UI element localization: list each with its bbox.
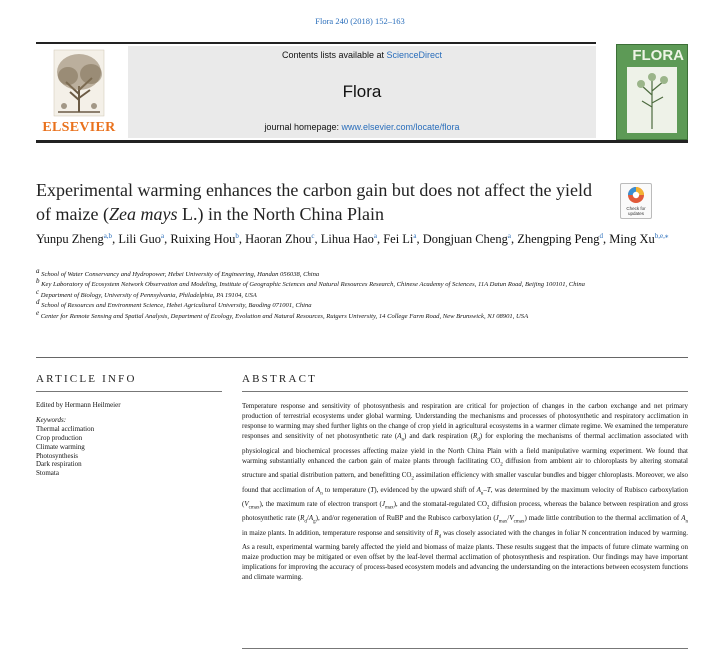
journal-cover-image[interactable] — [616, 44, 688, 140]
abstract-segment: / — [507, 514, 510, 523]
abstract-variable: V — [244, 499, 249, 508]
author-name[interactable]: Dongjuan Cheng — [422, 232, 508, 246]
author-affiliation-marker[interactable]: a,b — [103, 231, 113, 240]
contents-prefix: Contents lists available at — [281, 50, 387, 60]
author-name[interactable]: Lili Guo — [118, 232, 162, 246]
author-affiliation-marker[interactable]: a — [161, 231, 165, 240]
author-affiliation-marker[interactable]: a — [413, 231, 417, 240]
keyword-item: Dark respiration — [36, 460, 82, 469]
affiliation-key: a — [36, 266, 40, 275]
abstract-subscript: n — [320, 490, 323, 496]
abstract-end-rule — [242, 648, 688, 649]
keyword-item: Stomata — [36, 469, 59, 478]
affiliation-e — [36, 308, 684, 322]
keyword-item: Climate warming — [36, 442, 85, 451]
abstract-segment: in maize plants. In addition, temperature response and sensitivity of — [242, 528, 435, 537]
abstract-variable: R — [434, 528, 439, 537]
article-info-rule — [36, 391, 222, 392]
affiliation-key: e — [36, 308, 40, 317]
title-text-1: Experimental warming enhances the carbon gain but does not affect the yield of maize ( — [36, 180, 592, 224]
abstract-subscript: max — [384, 505, 394, 511]
abstract-variable: A — [476, 485, 481, 494]
affiliation-d — [36, 298, 684, 311]
author-separator: , — [112, 232, 119, 246]
author-separator: , — [603, 232, 610, 246]
affiliation-text: Department of Biology, University of Pennsylvania, Philadelphia, PA 19104, USA — [39, 291, 257, 299]
cover-plant-illustration — [617, 45, 687, 139]
abstract-variable: A — [681, 514, 686, 523]
crossmark-label: Check for updates — [626, 206, 646, 216]
abstract-segment: assimilation efficiency with smaller vascular bundles and bigger chloroplasts. Moreover, we also found that acclimation of — [242, 471, 688, 494]
journal-reference[interactable]: Flora 240 (2018) 152–163 — [315, 16, 405, 26]
abstract-subscript: cmax — [248, 505, 260, 511]
abstract-subscript: n — [401, 437, 405, 443]
author-affiliation-marker[interactable]: a — [373, 231, 377, 240]
author-affiliation-marker[interactable]: d — [599, 231, 603, 240]
author-name[interactable]: Zhengping Peng — [517, 232, 600, 246]
abstract-variable: J — [381, 499, 385, 508]
abstract-segment: ), and the stomatal-regulated CO — [393, 499, 487, 508]
affiliation-key: d — [36, 298, 40, 307]
abstract-subscript: d — [304, 519, 307, 525]
abstract-segment: to temperature ( — [322, 485, 371, 494]
journal-name: Flora — [342, 82, 382, 101]
author-list — [36, 230, 686, 249]
abstract-subscript: max — [498, 519, 508, 525]
section-divider — [36, 357, 688, 358]
check-for-updates-button[interactable] — [620, 183, 652, 219]
abstract-segment: ) and dark respiration ( — [404, 432, 474, 441]
author-affiliation-marker[interactable]: c — [311, 231, 315, 240]
abstract-subscript: d — [477, 437, 480, 443]
homepage-prefix: journal homepage: — [264, 122, 342, 132]
abstract-segment: – — [483, 485, 487, 494]
abstract-segment: ) made little contribution to the thermal acclimation of — [524, 514, 682, 523]
keyword-item: Thermal acclimation — [36, 424, 95, 433]
abstract-segment: , was determined by the maximum velocity of Rubisco carboxylation ( — [242, 485, 689, 508]
affiliation-b — [36, 277, 684, 290]
article-info-body — [36, 401, 222, 478]
abstract-subscript: g — [313, 519, 316, 525]
abstract-subscript: d — [438, 534, 442, 540]
abstract-segment: ), evidenced by the upward shift of — [374, 485, 477, 494]
affiliations — [36, 266, 684, 322]
abstract-segment: diffusion from ambient air to chloroplasts by altering stomatal structure and spatial distribution pattern, and benefitting CO — [242, 456, 688, 480]
abstract-subscript: n — [480, 490, 484, 496]
affiliation-key: b — [36, 277, 40, 286]
abstract-rule — [242, 391, 688, 392]
elsevier-wordmark[interactable]: ELSEVIER — [42, 120, 116, 135]
abstract-variable: J — [495, 514, 499, 523]
abstract-segment: diffusion process, whereas the balance between respiration and gross photosynthetic rate ( — [242, 499, 688, 523]
affiliation-text: Key Laboratory of Ecosystem Network Observation and Modeling, Institute of Geographic Sciences and Natural Resources Research, Chinese Academy of Sciences, 11A Datun Road, Beijing 100101, China — [39, 281, 585, 289]
abstract-variable: A — [315, 485, 321, 494]
affiliation-text: Center for Remote Sensing and Spatial Analysis, Department of Ecology, Evolution and Natural Resources, Rutgers University, 14 College Farm Road, New Brunswick, NJ 08901, USA — [39, 312, 529, 320]
article-info-heading: ARTICLE INFO — [36, 373, 137, 385]
author-name[interactable]: Ming Xu — [609, 232, 655, 246]
keywords-label: Keywords: — [36, 415, 67, 424]
header-top-rule — [36, 42, 596, 44]
contents-line — [128, 50, 596, 60]
affiliation-text: School of Water Conservancy and Hydropower, Hebei University of Engineering, Handan 056038, China — [39, 271, 320, 278]
abstract-heading: ABSTRACT — [242, 373, 318, 385]
crossmark-icon — [621, 184, 651, 206]
keyword-item: Photosynthesis — [36, 451, 79, 460]
abstract-subscript: 2 — [411, 476, 414, 482]
abstract-segment: ), the maximum rate of electron transport ( — [259, 499, 382, 508]
title-text-2: L.) in the North China Plain — [177, 204, 384, 224]
homepage-link[interactable]: www.elsevier.com/locate/flora — [341, 122, 460, 132]
header-bottom-rule — [36, 140, 688, 143]
abstract-segment: ), and/or regeneration of RuBP and the Rubisco carboxylation ( — [315, 514, 496, 523]
sciencedirect-link[interactable]: ScienceDirect — [386, 50, 443, 60]
abstract-variable: R — [473, 432, 478, 441]
author-separator: , — [314, 232, 321, 246]
author-affiliation-marker[interactable]: a — [507, 231, 511, 240]
author-name[interactable]: Lihua Hao — [320, 232, 374, 246]
affiliation-a — [36, 266, 684, 280]
abstract-variable: T — [370, 485, 375, 494]
abstract-subscript: 2 — [500, 462, 503, 468]
author-affiliation-marker[interactable]: b,e,⁎ — [654, 231, 669, 240]
abstract-variable: A — [397, 432, 402, 441]
keyword-list — [36, 425, 222, 478]
abstract-variable: A — [308, 514, 314, 523]
abstract-variable: R — [300, 514, 305, 523]
author-separator: , — [416, 232, 423, 246]
author-name[interactable]: Haoran Zhou — [245, 232, 312, 246]
article-title — [36, 178, 606, 226]
affiliation-c — [36, 287, 684, 301]
abstract-segment: Temperature response and sensitivity of photosynthesis and respiration are critical for projection of changes in the carbon exchange and net primary production of terrestrial ecosystems under global warming. Understanding the mechanisms and processes of photosynthetic and respiratory acclimation in response to warming may shed further lights on the change of crop yield in agricultural ecosystems in a warmer climate regime. We examined the temperature responses and sensitivity of net photosynthetic rate ( — [242, 402, 688, 441]
abstract-text — [242, 401, 688, 582]
author-separator: , — [376, 232, 384, 246]
journal-homepage-line — [128, 122, 596, 132]
abstract-subscript: n — [685, 519, 688, 525]
abstract-subscript: cmax — [513, 519, 525, 525]
abstract-subscript: 2 — [486, 505, 490, 511]
edited-by: Edited by Hermann Heilmeier — [36, 401, 121, 409]
abstract-segment: was closely associated with the changes in foliar N concentration induced by warming. As a result, experimental warming barely affected the yield and biomass of maize plants. These results suggest that the impacts of future climate warming on maize production may be mitigated or even offset by the leaf-level thermal acclimation of photosynthesis and respiration. Our findings may have important implications for improving the accuracy of process-based ecosystem models and advancing the understanding on the interactions between ecosystem functions and climate warming. — [242, 528, 688, 582]
title-species: Zea mays — [108, 204, 178, 224]
author-affiliation-marker[interactable]: b — [235, 231, 239, 240]
author-name[interactable]: Fei Li — [383, 232, 414, 246]
abstract-segment: ) for exploring the mechanisms of thermal acclimation associated with physiological and biochemical processes affecting maize yield in the North China Plain with a field manipulative warming experiment. We found that warming substantially enhanced the carbon gain of maize plants through facilitating CO — [242, 432, 688, 465]
author-separator: , — [238, 232, 246, 246]
abstract-segment: / — [306, 514, 309, 523]
affiliation-text: School of Resources and Environment Science, Hebei Agricultural University, Baoding 071001, China — [39, 302, 312, 310]
affiliation-key: c — [36, 287, 40, 296]
author-name[interactable]: Yunpu Zheng — [36, 232, 104, 246]
author-separator: , — [510, 232, 518, 246]
keyword-item: Crop production — [36, 433, 83, 442]
cover-title: FLORA — [632, 47, 684, 64]
abstract-variable: V — [509, 514, 514, 523]
abstract-variable: T — [486, 485, 491, 494]
author-separator: , — [164, 232, 171, 246]
author-name[interactable]: Ruixing Hou — [170, 232, 236, 246]
